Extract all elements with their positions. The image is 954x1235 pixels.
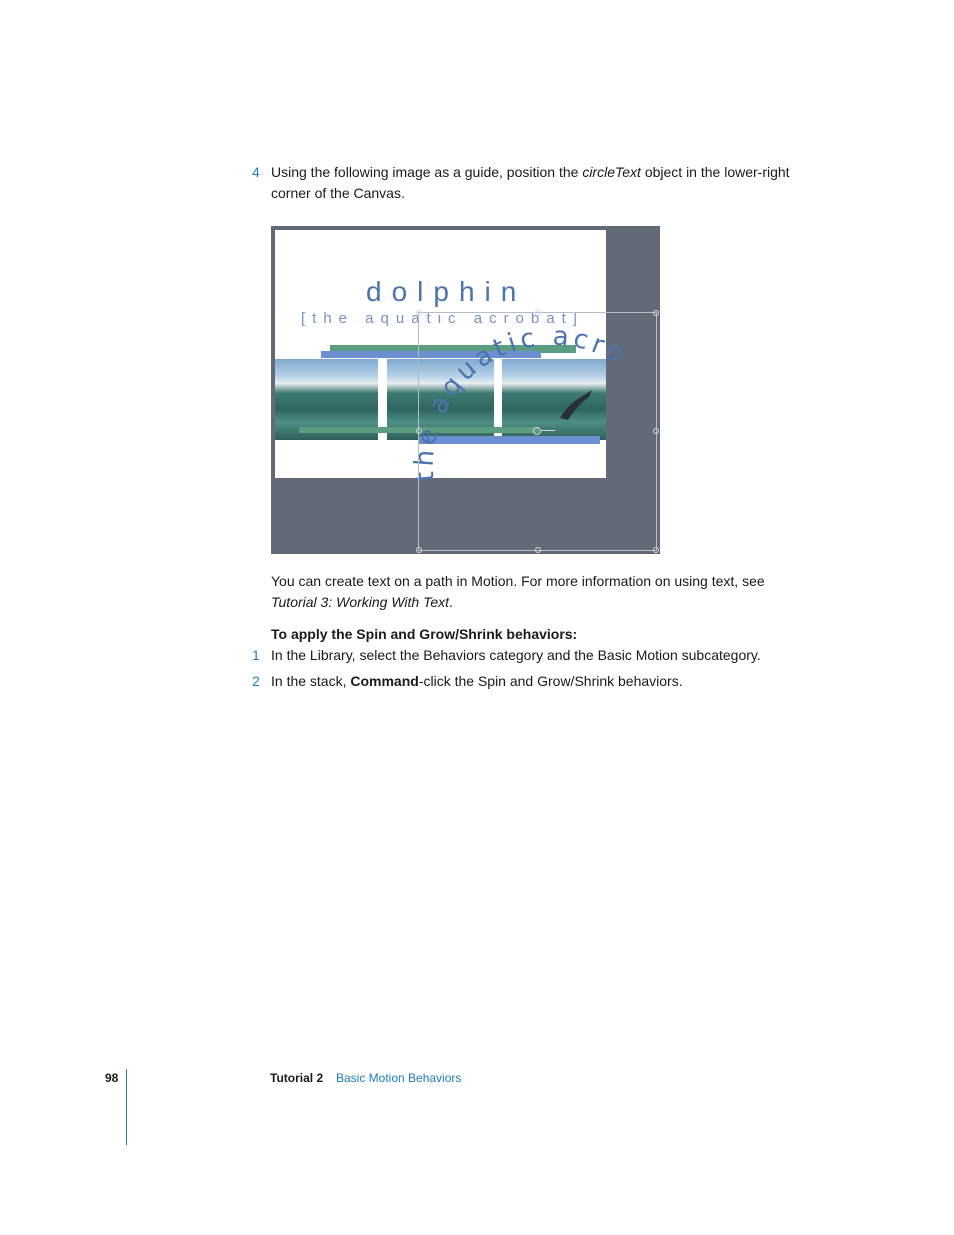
step-number: 4 (252, 164, 260, 180)
aquatic-acrobat-subtitle: [the aquatic acrobat] (301, 310, 584, 327)
selection-handle-middle-left[interactable] (416, 428, 422, 434)
selection-handle-top-middle[interactable] (535, 310, 541, 316)
procedure-heading: To apply the Spin and Grow/Shrink behaviors: (271, 626, 578, 642)
footer-chapter-title: Basic Motion Behaviors (336, 1071, 462, 1085)
step-text-line-2: corner of the Canvas. (271, 185, 405, 201)
selection-handle-bottom-middle[interactable] (535, 547, 541, 553)
note-line-1: You can create text on a path in Motion. For more information on using text, see (271, 573, 765, 589)
selection-handle-top-left[interactable] (416, 310, 422, 316)
selection-handle-bottom-right[interactable] (653, 547, 659, 553)
rotation-handle-line[interactable] (541, 430, 555, 431)
step-number: 2 (252, 673, 260, 689)
dolphin-title-text: dolphin (366, 276, 527, 307)
anchor-point-handle[interactable] (533, 427, 541, 435)
selection-handle-top-right[interactable] (653, 310, 659, 316)
footer-chapter: Tutorial 2 (270, 1071, 324, 1085)
step-text: In the Library, select the Behaviors category and the Basic Motion subcategory. (271, 647, 761, 663)
canvas-screenshot (271, 226, 660, 554)
note-line-2: Tutorial 3: Working With Text. (271, 594, 453, 610)
circle-text: the aquatic acro (409, 321, 632, 483)
footer-divider (126, 1069, 127, 1145)
selection-handle-middle-right[interactable] (653, 428, 659, 434)
page-number: 98 (105, 1071, 119, 1085)
selection-handle-bottom-left[interactable] (416, 547, 422, 553)
step-number: 1 (252, 647, 260, 663)
step-text: In the stack, Command-click the Spin and Grow/Shrink behaviors. (271, 673, 683, 689)
tutorial-3-reference: Tutorial 3: Working With Text (271, 594, 450, 610)
step-text-line-1: Using the following image as a guide, position the circleText object in the lower-right (271, 164, 790, 180)
